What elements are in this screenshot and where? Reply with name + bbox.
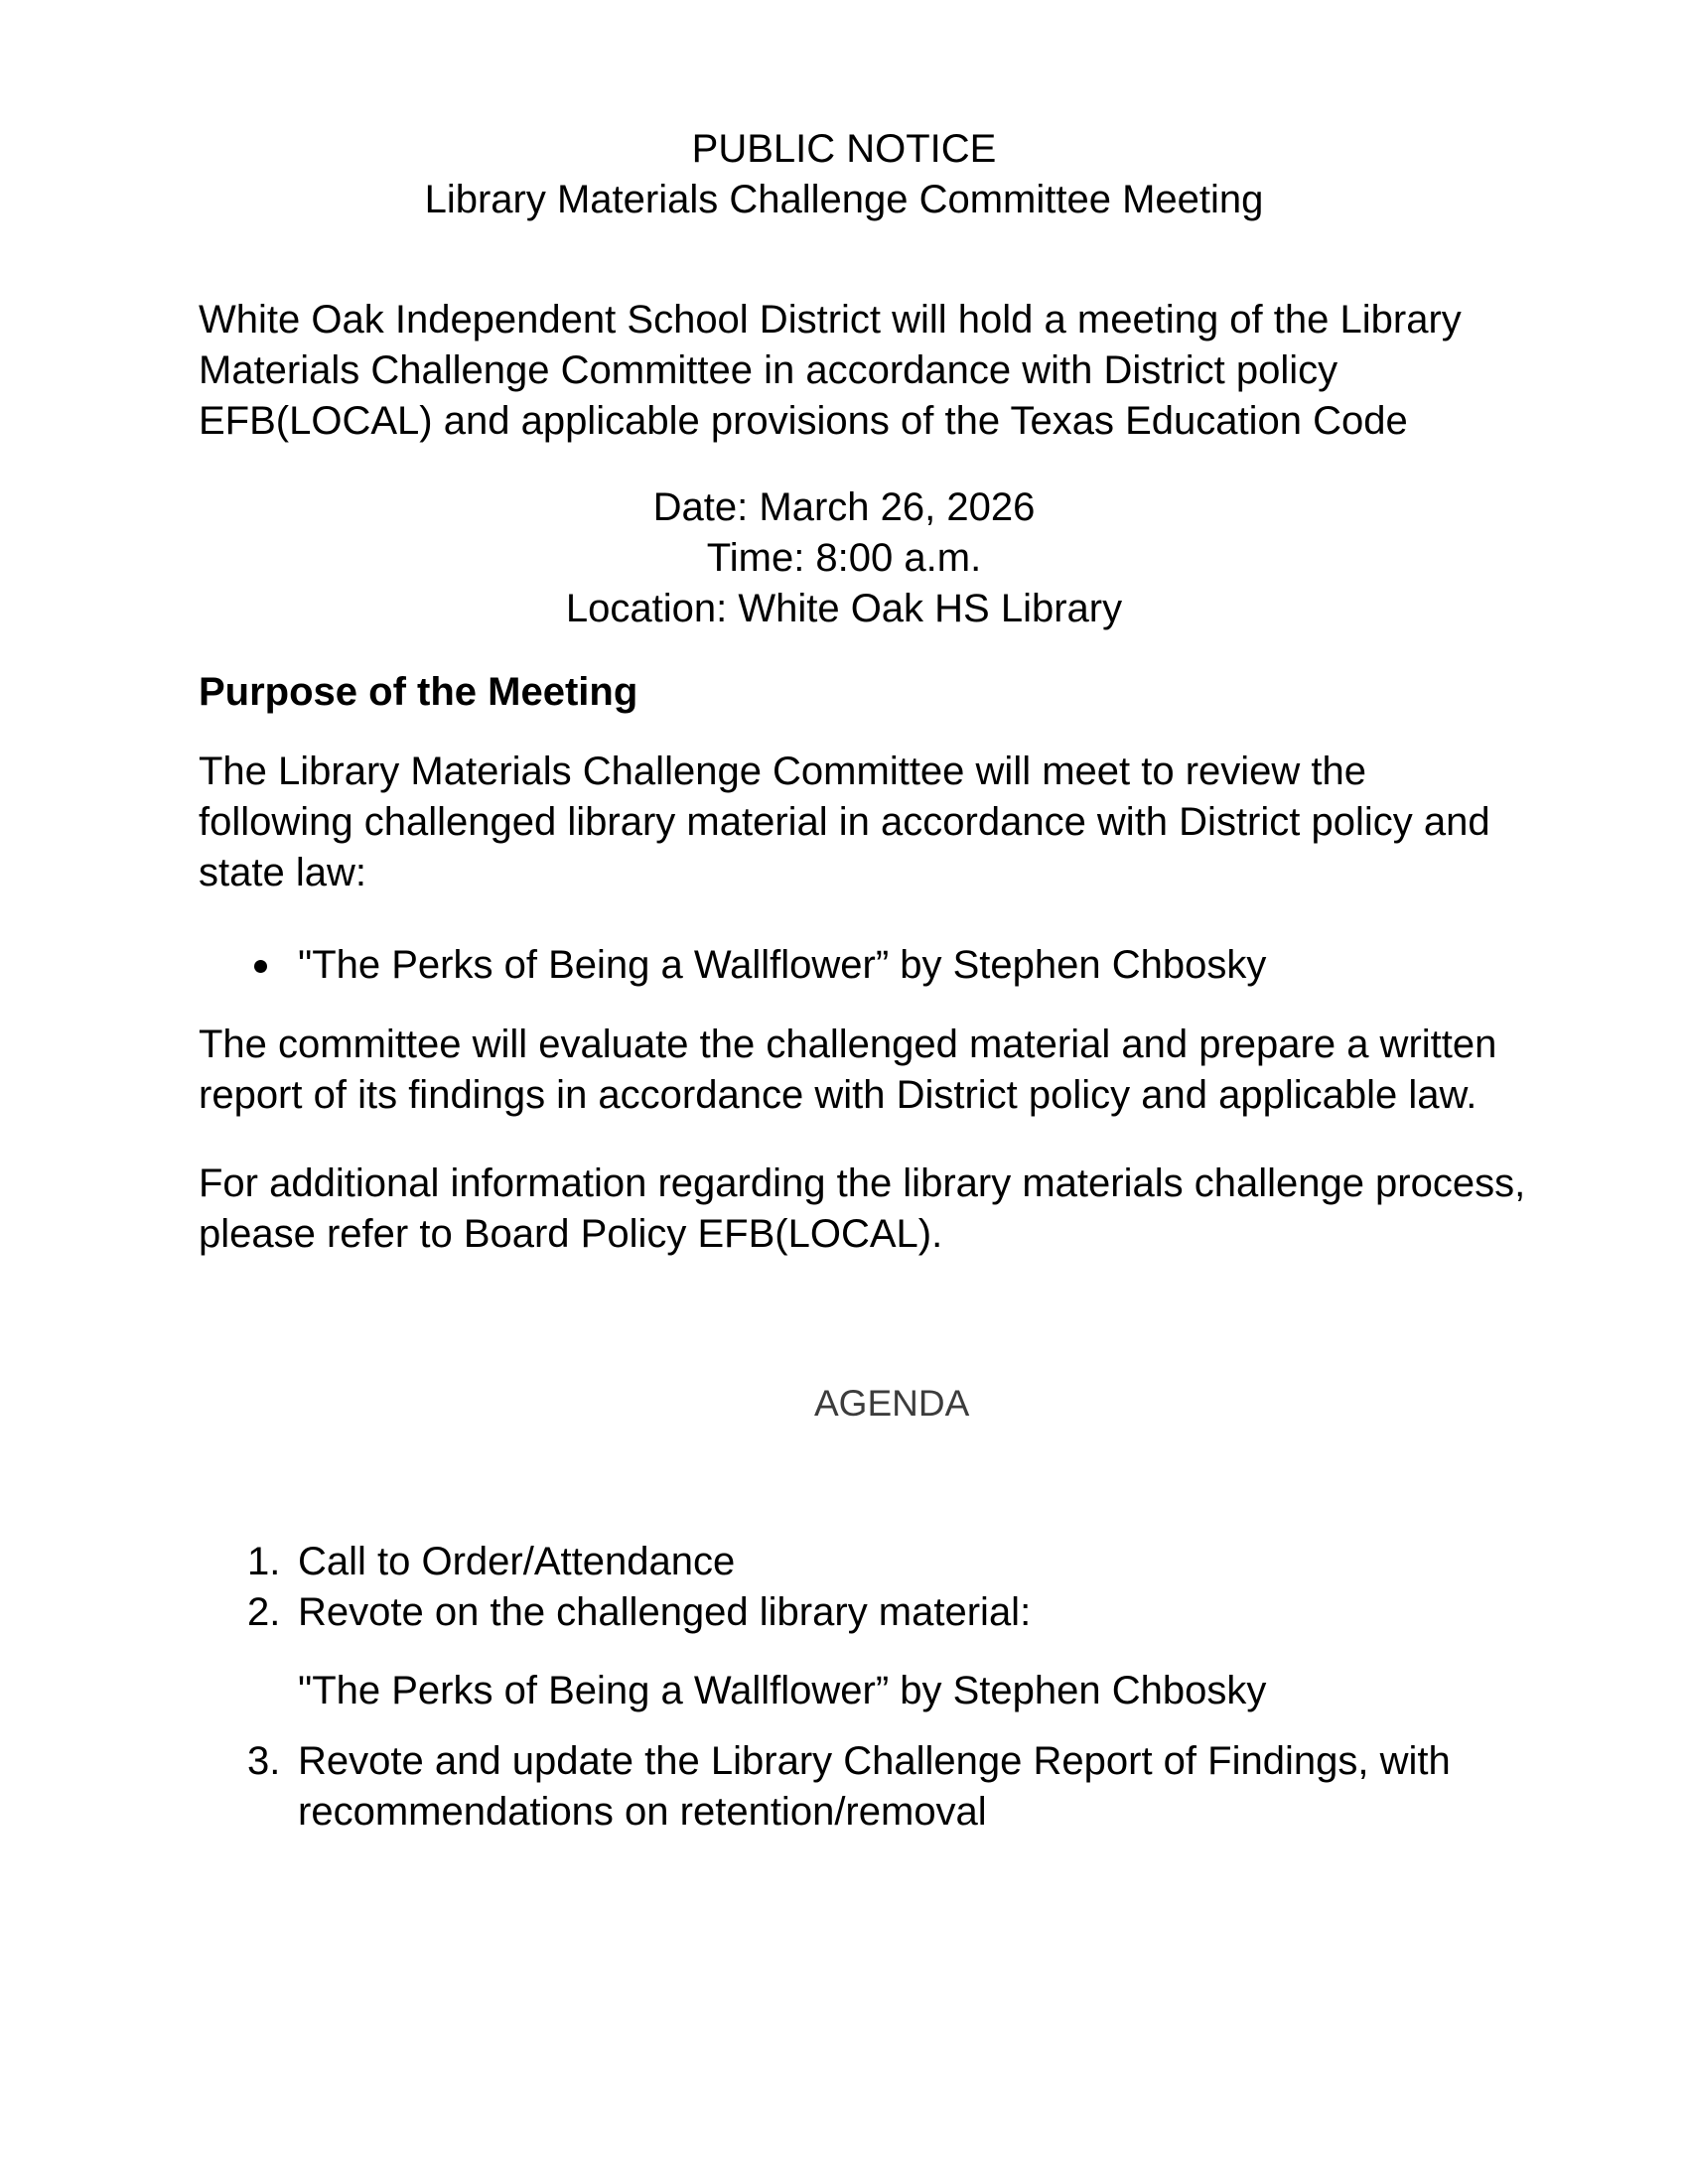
notice-title-line2: Library Materials Challenge Committee Meeting bbox=[424, 178, 1264, 221]
agenda-item-3-text-line1: Revote and update the Library Challenge Report of Findings, with bbox=[298, 1739, 1451, 1783]
bullet-marker bbox=[254, 960, 267, 973]
evaluation-line: The committee will evaluate the challenged material and prepare a written bbox=[199, 1023, 1497, 1066]
agenda-heading: AGENDA bbox=[814, 1383, 970, 1424]
agenda-item-3 bbox=[247, 1736, 1451, 1838]
intro-line: White Oak Independent School District will hold a meeting of the Library bbox=[199, 298, 1462, 341]
purpose-paragraph bbox=[199, 747, 1509, 898]
agenda-item-1-text: Call to Order/Attendance bbox=[298, 1540, 736, 1583]
meeting-time: Time: 8:00 a.m. bbox=[706, 536, 982, 580]
challenged-material-item: "The Perks of Being a Wallflower” by Stephen Chbosky bbox=[298, 943, 1267, 987]
additional-info-line: please refer to Board Policy EFB(LOCAL). bbox=[199, 1212, 943, 1256]
intro-paragraph bbox=[199, 295, 1509, 447]
agenda-item-3-number: 3. bbox=[247, 1739, 281, 1783]
meeting-date: Date: March 26, 2026 bbox=[652, 485, 1036, 529]
additional-info-line: For additional information regarding the library materials challenge process, bbox=[199, 1161, 1526, 1205]
agenda-item-2-subline: "The Perks of Being a Wallflower” by Stephen Chbosky bbox=[298, 1669, 1267, 1712]
agenda-item-1 bbox=[247, 1537, 736, 1587]
purpose-line: The Library Materials Challenge Committee will meet to review the bbox=[199, 750, 1367, 793]
meeting-details bbox=[199, 482, 1489, 634]
agenda-item-2-number: 2. bbox=[247, 1590, 281, 1634]
notice-title bbox=[199, 124, 1489, 225]
purpose-line: following challenged library material in accordance with District policy and bbox=[199, 800, 1490, 844]
agenda-item-3-text-line2: recommendations on retention/removal bbox=[298, 1790, 987, 1834]
purpose-line: state law: bbox=[199, 851, 366, 894]
agenda-item-2 bbox=[247, 1587, 1032, 1638]
intro-line: Materials Challenge Committee in accordance with District policy bbox=[199, 348, 1338, 392]
additional-info-paragraph bbox=[199, 1159, 1526, 1260]
evaluation-line: report of its findings in accordance with District policy and applicable law. bbox=[199, 1073, 1477, 1117]
evaluation-paragraph bbox=[199, 1020, 1509, 1121]
agenda-item-1-number: 1. bbox=[247, 1540, 281, 1583]
agenda-item-2-text: Revote on the challenged library material: bbox=[298, 1590, 1032, 1634]
intro-line: EFB(LOCAL) and applicable provisions of the Texas Education Code bbox=[199, 399, 1408, 443]
purpose-heading: Purpose of the Meeting bbox=[199, 670, 638, 714]
notice-title-line1: PUBLIC NOTICE bbox=[691, 127, 997, 171]
meeting-location: Location: White Oak HS Library bbox=[565, 587, 1123, 630]
